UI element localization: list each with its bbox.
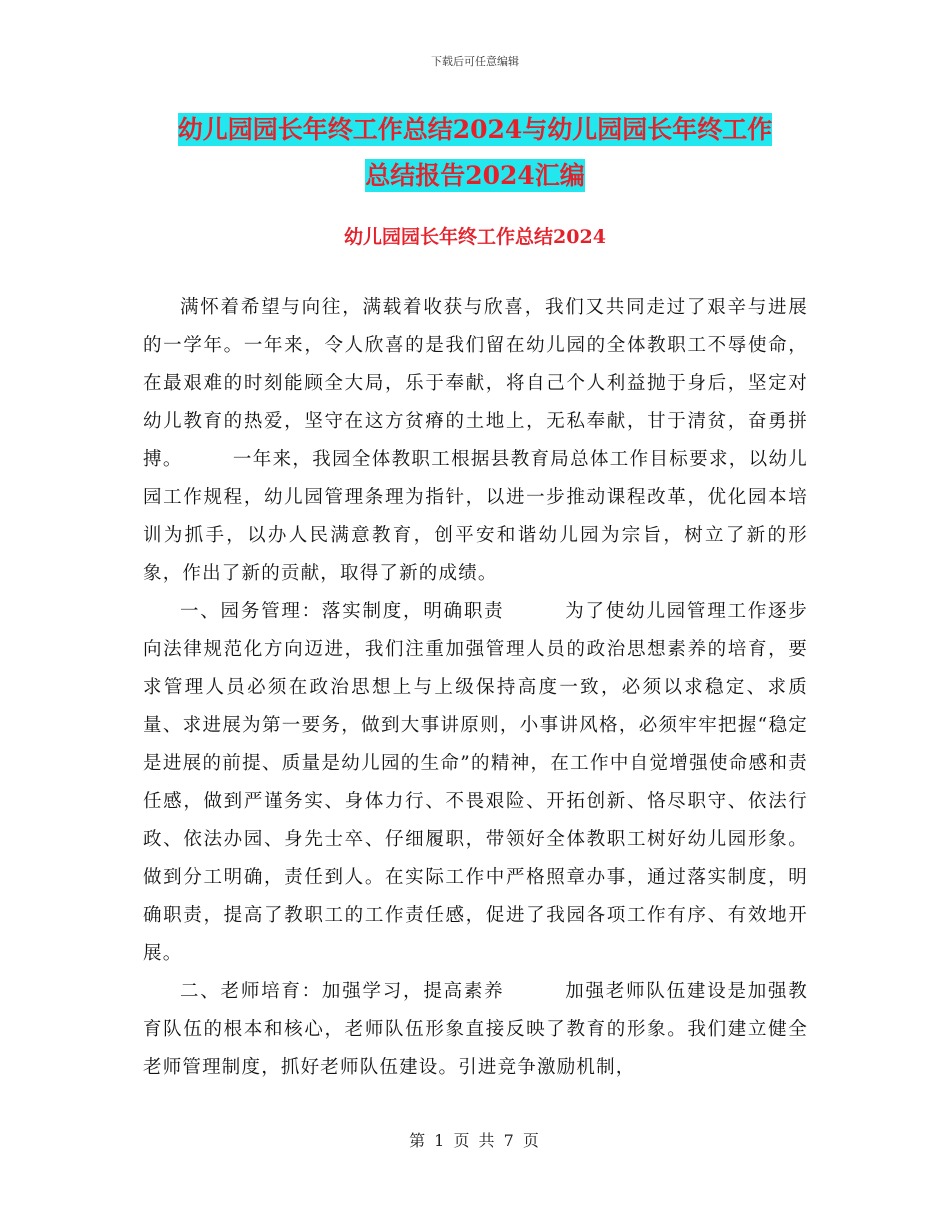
document-title-line-2 [0,154,950,198]
title-highlight-2: 总结报告2024汇编 [365,161,585,190]
paragraph: 二、老师培育：加强学习，提高素养 加强老师队伍建设是加强教育队伍的根本和核心，老师队伍形象直接反映了教育的形象。我们建立健全老师管理制度，抓好老师队伍建设。引进竞争激励机制， [143,981,808,1078]
paragraph: 一、园务管理：落实制度，明确职责 为了使幼儿园管理工作逐步向法律规范化方向迈进，我们注重加强管理人员的政治思想素养的培育，要求管理人员必须在政治思想上与上级保持高度一致，必须以求稳定、求质量、求进展为第一要务，做到大事讲原则，小事讲风格，必须牢牢把握“稳定是进展的前提、质量是幼儿园的生命”的精神，在工作中自觉增强使命感和责任感，做到严谨务实、身体力行、不畏艰险、开拓创新、恪尽职守、依法行政、依法办园、身先士卒、仔细履职，带领好全体教职工树好幼儿园形象。做到分工明确，责任到人。在实际工作中严格照章办事，通过落实制度，明确职责，提高了教职工的工作责任感，促进了我园各项工作有序、有效地开展。 [143,601,808,964]
section-title: 幼儿园园长年终工作总结2024 [344,226,606,248]
title-highlight-1: 幼儿园园长年终工作总结2024与幼儿园园长年终工作 [177,115,773,144]
page-footer: 第 1 页 共 7 页 [409,1131,541,1150]
header-note: 下载后可任意编辑 [431,55,519,68]
document-body [143,289,808,1087]
document-title-line-1 [0,108,950,152]
paragraph: 满怀着希望与向往，满载着收获与欣喜，我们又共同走过了艰辛与进展的一学年。一年来，令人欣喜的是我们留在幼儿园的全体教职工不辱使命，在最艰难的时刻能顾全大局，乐于奉献，将自己个人利益抛于身后，坚定对幼儿教育的热爱，坚守在这方贫瘠的土地上，无私奉献，甘于清贫，奋勇拼搏。 一年来，我园全体教职工根据县教育局总体工作目标要求，以幼儿园工作规程，幼儿园管理条理为指针，以进一步推动课程改革，优化园本培训为抓手，以办人民满意教育，创平安和谐幼儿园为宗旨，树立了新的形象，作出了新的贡献，取得了新的成绩。 [143,297,808,584]
